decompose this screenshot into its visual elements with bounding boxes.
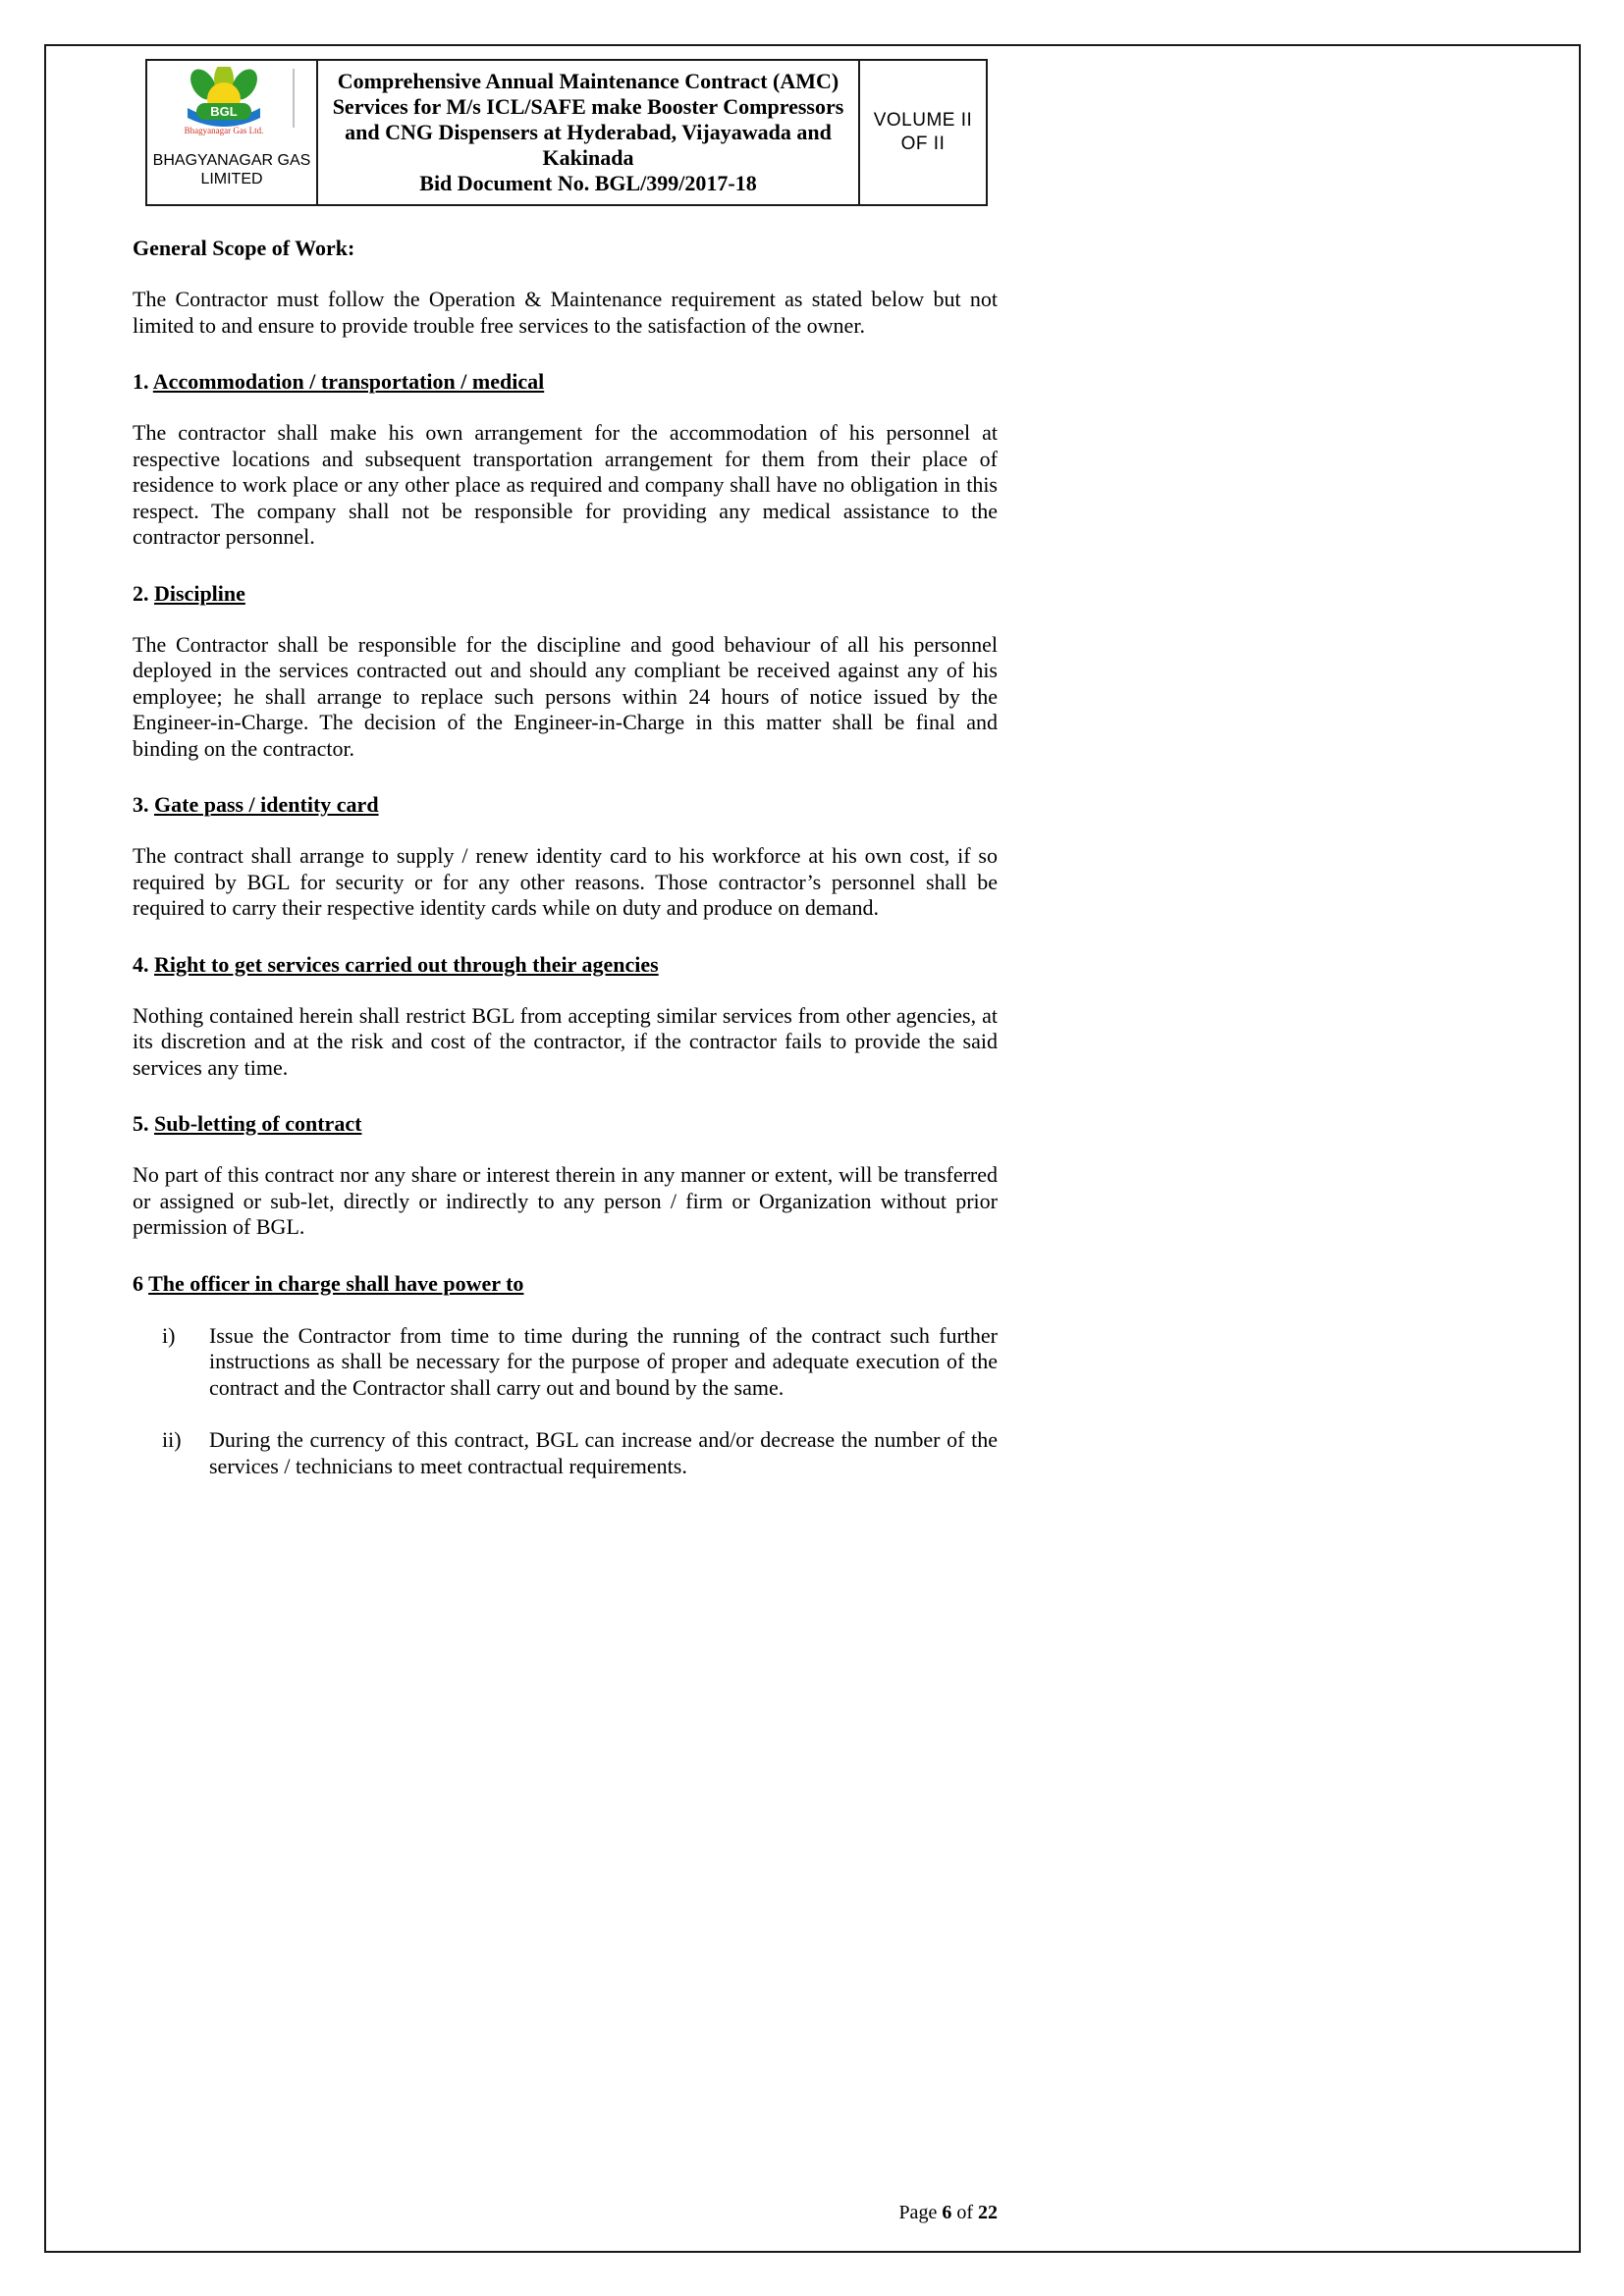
section-4-body: Nothing contained herein shall restrict BGL from accepting similar services from other agencies, at its discretion and at the risk and cost of the contractor, if the contractor fails to provide the said services any time. [133, 1002, 998, 1080]
list-marker-ii: ii) [162, 1427, 182, 1452]
scope-intro: The Contractor must follow the Operation & Maintenance requirement as stated below but not limited to and ensure to provide trouble free services to the satisfaction of the owner. [133, 287, 998, 338]
logo-acronym: BGL [210, 104, 238, 119]
volume-line-2: OF II [900, 133, 946, 154]
title-cell [316, 61, 858, 204]
logo-cell [147, 61, 316, 204]
section-3-body: The contract shall arrange to supply / renew identity card to his workforce at his own cost, if so required by BGL for security or for any other reasons. Those contractor’s personnel shall be required to carry their respective identity cards while on duty and produce on demand. [133, 843, 998, 920]
section-1-title: Accommodation / transportation / medical [152, 369, 545, 394]
section-3-number: 3. [133, 792, 149, 817]
document-title: Comprehensive Annual Maintenance Contract (AMC) Services for M/s ICL/SAFE make Booster Compressors and CNG Dispensers at Hyderabad, Vijayawada and Kakinada [332, 69, 844, 170]
section-6-heading [133, 1271, 998, 1297]
section-1-number: 1. [133, 369, 149, 394]
section-2-body: The Contractor shall be responsible for the discipline and good behaviour of all his personnel deployed in the services contracted out and should any compliant be received against any of his employee; he shall arrange to replace such persons within 24 hours of notice issued by the Engineer-in-Charge. The decision of the Engineer-in-Charge in this matter shall be final and binding on the contractor. [133, 631, 998, 761]
section-2-heading [133, 581, 998, 607]
section-4-title: Right to get services carried out through their agencies [154, 951, 659, 977]
section-6-number: 6 [133, 1270, 143, 1296]
volume-line-1: VOLUME II [873, 110, 973, 131]
bid-document-no: Bid Document No. BGL/399/2017-18 [419, 171, 757, 195]
section-2-number: 2. [133, 580, 149, 606]
volume-label [858, 61, 986, 204]
section-6-title: The officer in charge shall have power to [148, 1270, 524, 1296]
scope-heading: General Scope of Work: [133, 236, 355, 260]
section-1-body: The contractor shall make his own arrangement for the accommodation of his personnel at respective locations and subsequent transportation arrangement for them from their place of residence to work place or any other place as required and company shall have no obligation in this respect. The company shall not be responsible for providing any medical assistance to the contractor personnel. [133, 420, 998, 549]
section-3-heading [133, 792, 998, 818]
header-table [145, 59, 988, 206]
section-2-title: Discipline [154, 580, 245, 606]
section-5-title: Sub-letting of contract [154, 1111, 362, 1136]
section-1-heading [133, 369, 998, 395]
section-5-body: No part of this contract nor any share or interest therein in any manner or extent, will be transferred or assigned or sub-let, directly or indirectly to any person / firm or Organization without prior permission of BGL. [133, 1162, 998, 1239]
section-5-heading [133, 1111, 998, 1137]
org-name: BHAGYANAGAR GAS LIMITED [152, 152, 311, 187]
footer-of: of [956, 2202, 973, 2223]
section-5-number: 5. [133, 1111, 149, 1136]
section-4-heading [133, 952, 998, 978]
page-footer [133, 2202, 998, 2224]
list-item-i [133, 1323, 998, 1402]
section-3-title: Gate pass / identity card [154, 792, 379, 817]
section-4-number: 4. [133, 951, 149, 977]
footer-total-pages: 22 [978, 2202, 998, 2223]
list-item-ii [133, 1427, 998, 1479]
logo-tagline: Bhagyanagar Gas Ltd. [184, 126, 264, 135]
bgl-logo [158, 67, 305, 149]
footer-page-number: 6 [942, 2202, 952, 2223]
page-content [133, 59, 998, 1479]
footer-prefix: Page [898, 2202, 938, 2223]
list-text-i: Issue the Contractor from time to time during the running of the contract such further instructions as shall be necessary for the purpose of proper and adequate execution of the contract and the Contractor shall carry out and bound by the same. [209, 1322, 998, 1400]
list-text-ii: During the currency of this contract, BGL can increase and/or decrease the number of the services / technicians to meet contractual requirements. [209, 1427, 998, 1478]
list-marker-i: i) [162, 1322, 176, 1348]
